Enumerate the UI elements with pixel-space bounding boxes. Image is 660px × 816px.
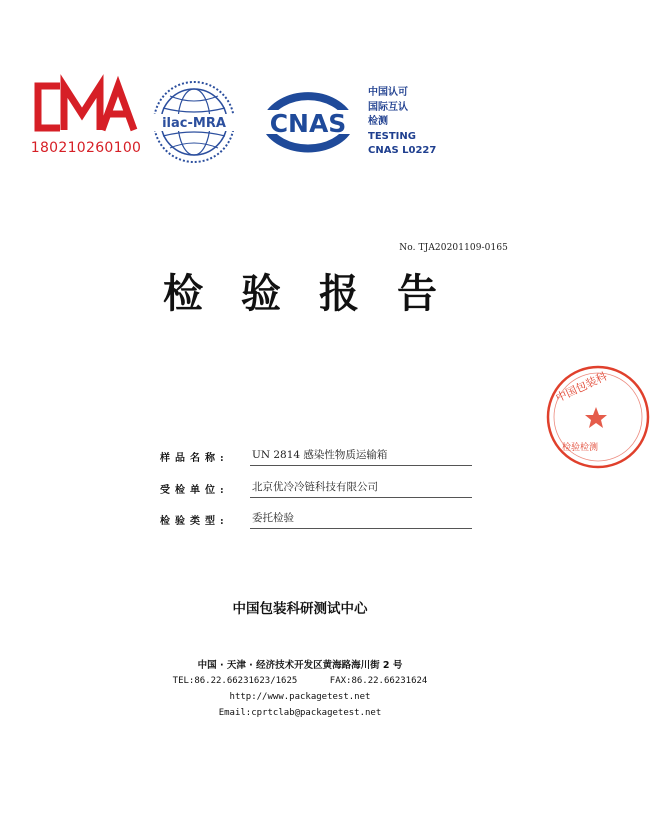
page-title: 检验报告 (163, 270, 475, 317)
field-label: 检验类型: (160, 516, 229, 527)
field-inspection-type (160, 508, 480, 528)
cnas-emblem-icon (258, 84, 358, 160)
website-link[interactable]: http://www.packagetest.net (229, 692, 371, 702)
cma-number: 180210260100 (30, 140, 142, 156)
ilac-globe-icon (148, 76, 240, 168)
cnas-line-4: TESTING (368, 130, 416, 142)
cnas-line-3: 检测 (368, 116, 388, 127)
phone-fax-line: TEL:86.22.66231623/1625 FAX:86.22.66231624 (172, 676, 428, 686)
ilac-logo-text: ilac-MRA (162, 116, 226, 131)
official-stamp (540, 362, 610, 472)
field-sample-name (160, 445, 480, 465)
email-link[interactable]: Email:cprtclab@packagetest.net (218, 708, 382, 718)
field-inspected-unit (160, 477, 480, 497)
ilac-mra-logo (148, 76, 240, 168)
field-value: UN 2814 感染性物质运输箱 (250, 447, 472, 466)
cma-mark-icon (30, 74, 142, 140)
cnas-line-5: CNAS L0227 (368, 145, 437, 156)
cnas-logo (258, 84, 358, 160)
organization-name: 中国包装科研测试中心 (232, 601, 368, 617)
field-label: 受检单位: (160, 485, 229, 496)
report-number: No. TJA20201109-0165 (399, 243, 508, 253)
stamp-text: 中国包装科 (553, 369, 610, 405)
field-value: 北京优冷冷链科技有限公司 (250, 479, 472, 498)
stamp-seal-icon (540, 362, 660, 472)
stamp-sub-text: 检验检测 (562, 443, 599, 453)
cma-logo (30, 74, 142, 164)
cnas-logo-text: CNAS (269, 109, 347, 138)
cnas-line-1: 中国认可 (368, 87, 408, 98)
field-value: 委托检验 (250, 510, 472, 529)
cnas-accreditation-text (368, 86, 478, 159)
address-line: 中国 · 天津 · 经济技术开发区黄海路海川街 2 号 (197, 660, 403, 671)
cnas-line-2: 国际互认 (368, 101, 408, 113)
field-label: 样品名称: (160, 453, 229, 464)
